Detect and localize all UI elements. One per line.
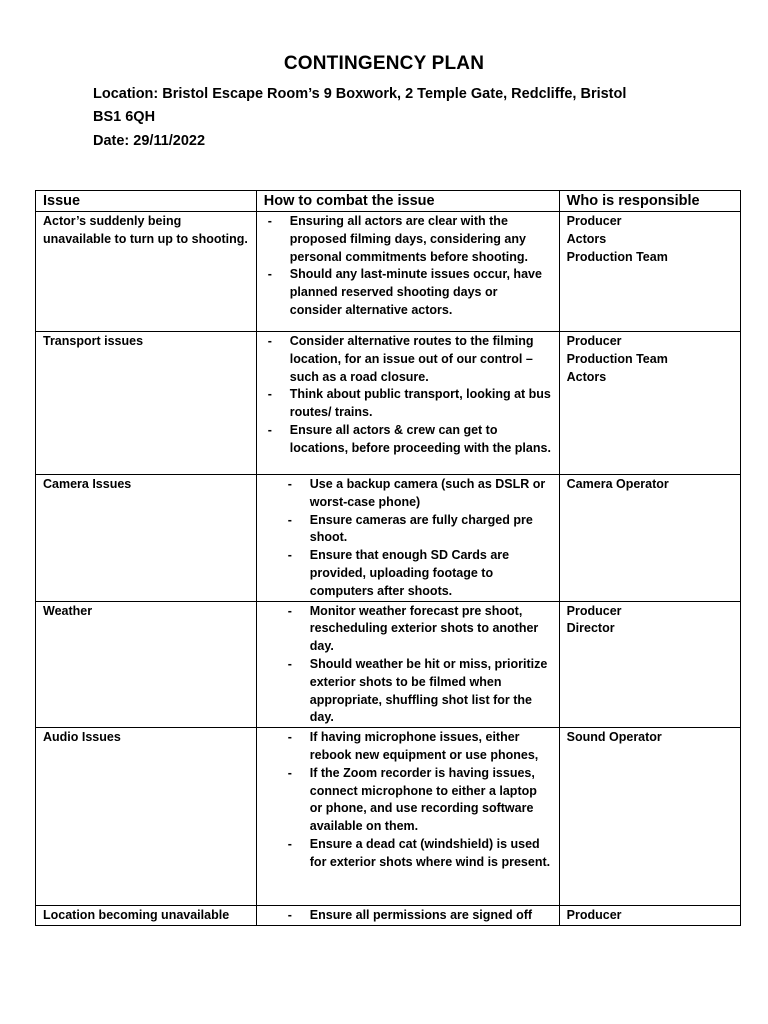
issue-cell: Weather [36, 601, 257, 728]
location-line: Location: Bristol Escape Room’s 9 Boxwork, 2 Temple Gate, Redcliffe, Bristol [93, 86, 627, 102]
responsible-party: Sound Operator [566, 730, 662, 745]
responsible-party: Actors [566, 231, 607, 246]
table-row [36, 906, 741, 926]
issue-cell: Audio Issues [36, 728, 257, 906]
header-how-to-combat: How to combat the issue [256, 191, 559, 212]
location-postcode: BS1 6QH [93, 109, 156, 125]
action-list [264, 213, 553, 320]
action-item: - Think about public transport, looking at bus routes/ trains. [264, 386, 553, 422]
action-list [264, 729, 553, 871]
action-list [264, 603, 553, 728]
actions-cell [256, 906, 559, 926]
action-item: - If the Zoom recorder is having issues, connect microphone to either a laptop or phone, and use recording software available on them. [264, 765, 553, 836]
responsible-party: Producer [566, 334, 622, 348]
action-item: - Use a backup camera (such as DSLR or worst-case phone) [264, 476, 553, 512]
action-list [264, 476, 553, 601]
responsible-party: Director [566, 621, 615, 636]
actions-cell [256, 475, 559, 602]
header-issue: Issue [36, 191, 257, 212]
table-row [36, 332, 741, 475]
issue-cell: Transport issues [36, 332, 257, 475]
issue-cell: Camera Issues [36, 475, 257, 602]
action-item: - Ensure all actors & crew can get to locations, before proceeding with the plans. [264, 422, 553, 458]
action-item: - Should any last-minute issues occur, have planned reserved shooting days or consider alternative actors. [264, 266, 553, 319]
action-item: - Ensure cameras are fully charged pre shoot. [264, 512, 553, 548]
responsible-cell [559, 601, 740, 728]
table-body [36, 212, 741, 926]
responsible-cell [559, 212, 740, 332]
responsible-party: Producer [566, 603, 622, 618]
actions-cell [256, 332, 559, 475]
responsible-party: Camera Operator [566, 477, 669, 491]
action-list [264, 907, 553, 925]
responsible-cell [559, 332, 740, 475]
responsible-cell [559, 906, 740, 926]
date-line: Date: 29/11/2022 [93, 133, 206, 149]
responsible-cell [559, 475, 740, 602]
table-header-row [36, 191, 741, 212]
actions-cell [256, 728, 559, 906]
action-item: - Ensure all permissions are signed off [264, 907, 553, 925]
action-item: - Monitor weather forecast pre shoot, rescheduling exterior shots to another day. [264, 603, 553, 656]
action-item: - Ensure that enough SD Cards are provided, uploading footage to computers after shoots. [264, 547, 553, 600]
table-row [36, 475, 741, 602]
document-title: CONTINGENCY PLAN [283, 53, 485, 74]
contingency-table [35, 190, 741, 926]
responsible-party: Producer [566, 908, 622, 923]
table-row [36, 601, 741, 728]
responsible-party: Producer [566, 214, 622, 228]
table-row [36, 212, 741, 332]
responsible-party: Production Team [566, 249, 668, 264]
issue-cell: Actor’s suddenly being unavailable to turn up to shooting. [36, 212, 257, 332]
table-row [36, 728, 741, 906]
action-item: - Ensure a dead cat (windshield) is used for exterior shots where wind is present. [264, 836, 553, 872]
action-item: - Consider alternative routes to the filming location, for an issue out of our control – such as a road closure. [264, 333, 553, 386]
action-list [264, 333, 553, 458]
responsible-party: Production Team [566, 351, 668, 366]
action-item: - Should weather be hit or miss, prioritize exterior shots to be filmed when appropriate, shuffling shot list for the day. [264, 656, 553, 727]
issue-cell: Location becoming unavailable [36, 906, 257, 926]
action-item: - If having microphone issues, either rebook new equipment or use phones, [264, 729, 553, 765]
actions-cell [256, 212, 559, 332]
responsible-cell [559, 728, 740, 906]
header-who-responsible: Who is responsible [559, 191, 740, 212]
responsible-party: Actors [566, 369, 607, 384]
action-item: - Ensuring all actors are clear with the proposed filming days, considering any personal commitments before shooting. [264, 213, 553, 266]
actions-cell [256, 601, 559, 728]
